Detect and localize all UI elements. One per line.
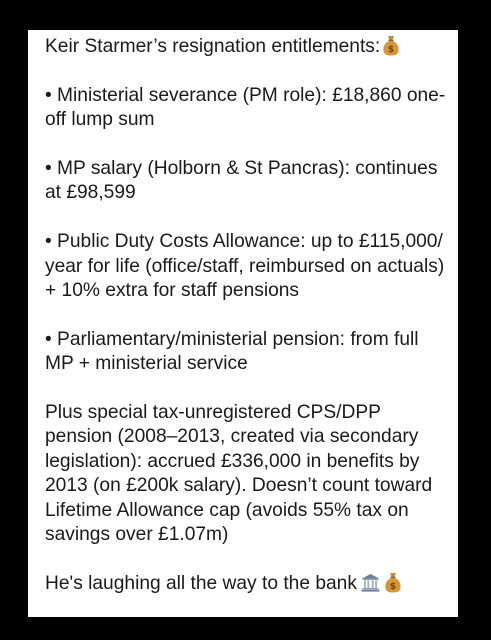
money-bag-icon xyxy=(384,572,402,593)
bullet-ministerial-severance: • Ministerial severance (PM role): £18,860 one-off lump sum xyxy=(45,84,446,131)
post-text-card xyxy=(28,30,458,617)
closing-text: He's laughing all the way to the bank xyxy=(45,572,357,594)
post-heading: Keir Starmer’s resignation entitlements: xyxy=(45,36,381,57)
svg-text:$: $ xyxy=(388,45,395,55)
closing-line xyxy=(45,572,446,596)
bullet-pension: • Parliamentary/ministerial pension: from full MP + ministerial service xyxy=(45,328,419,375)
svg-text:$: $ xyxy=(389,581,397,592)
bullet-mp-salary: • MP salary (Holborn & St Pancras): continues at £98,599 xyxy=(45,158,438,204)
bullet-public-duty-costs: • Public Duty Costs Allowance: up to £115,000/ year for life (office/staff, reimbursed on actuals) + 10% extra for staff pensions xyxy=(45,231,445,302)
bank-icon xyxy=(361,573,380,592)
money-bag-icon xyxy=(382,35,400,56)
paragraph-cps-dpp-pension: Plus special tax-unregistered CPS/DPP pension (2008–2013, created via secondary legislation): accrued £336,000 in benefits by 2013 (on £200k salary). Doesn’t count toward Lifetime Allowance cap (avoids 55% tax on savings over £1.07m) xyxy=(45,402,433,546)
post-heading-line xyxy=(45,35,446,59)
